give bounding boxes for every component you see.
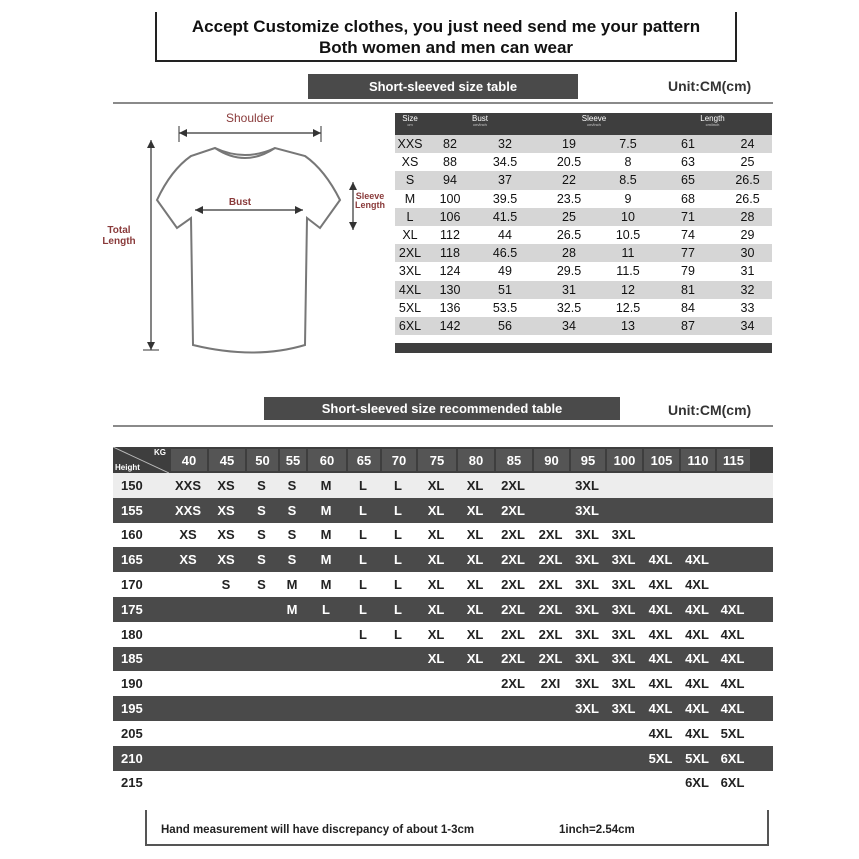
cell-sleeve-inch: 13	[621, 318, 635, 333]
size-cell: XL	[427, 502, 445, 518]
size-cell: L	[359, 626, 367, 642]
table-row	[395, 299, 772, 317]
size-table-title: Short-sleeved size table	[308, 74, 578, 99]
table-row	[395, 317, 772, 335]
size-cell: 3XL	[575, 502, 599, 518]
recommended-table	[113, 447, 773, 795]
cell-length-inch: 26.5	[735, 173, 760, 188]
size-cell: XL	[466, 577, 484, 593]
cell-sleeve-cm: 34	[562, 318, 576, 333]
table-row	[395, 135, 772, 153]
size-cell: M	[320, 577, 332, 593]
cell-length-cm: 68	[681, 191, 695, 206]
cell-bust-inch: 37	[498, 173, 512, 188]
table-row	[395, 171, 772, 189]
size-cell: 4XL	[648, 601, 673, 617]
size-cell: XS	[217, 552, 235, 568]
size-cell: XL	[466, 552, 484, 568]
size-cell: 3XL	[611, 601, 636, 617]
cell-bust-cm: 130	[439, 282, 461, 297]
cell-length-cm: 77	[681, 246, 695, 261]
cell-length-cm: 81	[681, 282, 695, 297]
table-row	[395, 226, 772, 244]
cell-length-inch: 28	[740, 209, 755, 224]
cell-sleeve-inch: 8	[624, 155, 632, 170]
recommended-table-unit: Unit:CM(cm)	[668, 402, 752, 418]
size-cell: 6XL	[720, 750, 745, 766]
size-cell: 4XL	[720, 626, 745, 642]
cell-sleeve-cm: 32.5	[556, 300, 582, 315]
cell-length-inch: 30	[740, 246, 755, 261]
cell-length-inch: 25	[740, 155, 755, 170]
size-cell: S	[287, 527, 297, 543]
size-cell: XS	[217, 502, 235, 518]
cell-size: 5XL	[398, 300, 422, 315]
size-cell: 3XL	[575, 477, 599, 493]
cell-bust-cm: 142	[439, 318, 461, 333]
weight-header: 40	[169, 449, 207, 471]
cell-sleeve-inch: 12	[621, 282, 635, 297]
size-cell: 6XL	[720, 775, 745, 791]
size-cell: XL	[427, 601, 445, 617]
size-cell: 2XL	[501, 626, 525, 642]
height-cell: 215	[121, 775, 143, 791]
height-cell: 175	[121, 601, 143, 617]
size-table-body	[395, 135, 772, 335]
size-cell: XL	[466, 651, 484, 667]
size-cell: M	[320, 502, 332, 518]
size-cell: S	[287, 477, 297, 493]
table-row	[395, 262, 772, 280]
cell-length-inch: 32	[740, 282, 755, 297]
size-cell: XL	[427, 577, 445, 593]
length-header: Length cm/inch	[700, 114, 725, 127]
weight-header: 50	[245, 449, 278, 471]
size-cell: 3XL	[611, 651, 636, 667]
cell-size: 3XL	[398, 264, 422, 279]
shoulder-label: Shoulder	[225, 111, 275, 125]
size-cell: S	[287, 502, 297, 518]
cell-bust-cm: 94	[443, 173, 457, 188]
size-cell: 3XL	[575, 552, 599, 568]
table-row	[113, 746, 773, 771]
table-row	[113, 547, 773, 572]
size-cell: 2XL	[501, 601, 525, 617]
size-cell: 4XL	[685, 577, 709, 593]
cell-length-cm: 63	[681, 155, 695, 170]
size-cell: 3XL	[575, 701, 599, 717]
weight-header: 55	[278, 449, 306, 471]
cell-sleeve-inch: 10	[621, 209, 635, 224]
recommended-table-body	[113, 473, 773, 795]
cell-length-inch: 29	[740, 228, 755, 243]
cell-length-inch: 31	[740, 264, 755, 279]
cell-size: M	[404, 191, 416, 206]
size-cell: S	[257, 552, 266, 568]
size-cell: M	[320, 477, 332, 493]
recommended-table-header	[113, 447, 773, 473]
size-cell: 3XL	[611, 626, 636, 642]
size-cell: XXS	[174, 477, 201, 493]
size-cell: L	[359, 577, 367, 593]
size-table-footer-bar	[395, 343, 772, 353]
weight-header: 100	[605, 449, 642, 471]
weight-header: 60	[306, 449, 346, 471]
size-cell: XS	[179, 552, 197, 568]
cell-bust-inch: 32	[498, 137, 512, 152]
table-row	[113, 622, 773, 647]
table-row	[395, 153, 772, 171]
size-cell: XL	[427, 626, 445, 642]
table-row	[113, 473, 773, 498]
height-cell: 160	[121, 527, 143, 543]
size-cell: 3XL	[611, 552, 636, 568]
size-cell: L	[394, 601, 402, 617]
size-cell: S	[257, 502, 266, 518]
size-cell: 2XL	[501, 477, 525, 493]
size-cell: S	[221, 577, 231, 593]
cell-bust-inch: 51	[498, 282, 512, 297]
size-cell: M	[286, 577, 298, 593]
sleeve-header: Sleeve cm/inch	[581, 114, 607, 127]
weight-header: 85	[494, 449, 532, 471]
cell-sleeve-cm: 22	[562, 173, 576, 188]
weight-header: 105	[642, 449, 679, 471]
size-cell: XL	[466, 502, 484, 518]
cell-size: XXS	[397, 137, 423, 152]
size-cell: L	[359, 601, 367, 617]
height-cell: 185	[121, 651, 143, 667]
cell-length-cm: 84	[681, 300, 695, 315]
height-cell: 190	[121, 676, 143, 692]
size-cell: 3XL	[611, 577, 636, 593]
size-table	[395, 113, 772, 353]
cell-length-cm: 65	[681, 173, 695, 188]
size-cell: 4XL	[685, 725, 709, 741]
cell-sleeve-inch: 9	[624, 191, 632, 206]
weight-header: 75	[416, 449, 456, 471]
table-row	[113, 523, 773, 548]
cell-bust-inch: 53.5	[492, 300, 518, 315]
cell-sleeve-inch: 7.5	[619, 137, 637, 152]
size-cell: 5XL	[685, 750, 709, 766]
cell-length-cm: 79	[681, 264, 695, 279]
cell-sleeve-inch: 12.5	[615, 300, 641, 315]
cell-bust-cm: 112	[440, 228, 460, 243]
size-cell: L	[359, 552, 367, 568]
table-row	[395, 208, 772, 226]
table-row	[395, 281, 772, 299]
size-cell: S	[257, 577, 266, 593]
size-cell: 2XL	[538, 651, 563, 667]
size-cell: 2XL	[501, 552, 525, 568]
size-cell: 3XL	[575, 527, 599, 543]
recommended-table-title: Short-sleeved size recommended table	[264, 397, 620, 420]
weight-header: 45	[207, 449, 245, 471]
size-cell: L	[394, 502, 402, 518]
size-cell: 2XL	[501, 527, 525, 543]
size-table-unit: Unit:CM(cm)	[668, 78, 752, 94]
cell-bust-cm: 124	[439, 264, 461, 279]
header-line-2: Both women and men can wear	[318, 38, 574, 57]
size-cell: 4XL	[685, 601, 709, 617]
size-cell: 2XL	[538, 527, 563, 543]
cell-sleeve-cm: 23.5	[556, 191, 582, 206]
size-cell: 4XL	[648, 651, 673, 667]
height-cell: 205	[121, 725, 143, 741]
size-cell: S	[257, 527, 266, 543]
bust-header: Bust cm/inch	[471, 114, 488, 127]
cell-size: XS	[401, 155, 419, 170]
size-cell: L	[394, 527, 402, 543]
weight-header: 110	[679, 449, 715, 471]
cell-length-inch: 33	[740, 300, 755, 315]
header-box	[155, 12, 737, 62]
size-cell: 6XL	[685, 775, 709, 791]
size-cell: 4XL	[720, 601, 745, 617]
kg-label: KG	[154, 448, 166, 457]
cell-sleeve-inch: 8.5	[619, 173, 637, 188]
size-cell: XL	[466, 626, 484, 642]
weight-header: 90	[532, 449, 569, 471]
size-cell: XS	[217, 527, 235, 543]
height-cell: 150	[121, 477, 143, 493]
table-row	[113, 771, 773, 796]
size-cell: 4XL	[685, 701, 709, 717]
cell-length-inch: 24	[740, 137, 755, 152]
cell-bust-inch: 49	[498, 264, 512, 279]
cell-length-cm: 71	[681, 209, 695, 224]
table-row	[395, 244, 772, 262]
size-cell: XS	[217, 477, 235, 493]
size-cell: 4XL	[648, 626, 673, 642]
tshirt-diagram	[95, 110, 395, 370]
cell-bust-inch: 34.5	[492, 155, 518, 170]
size-cell: L	[394, 552, 402, 568]
cell-sleeve-inch: 11	[621, 246, 635, 261]
cell-sleeve-inch: 11.5	[616, 264, 640, 279]
size-cell: L	[322, 601, 330, 617]
size-cell: 2XL	[501, 577, 525, 593]
cell-bust-cm: 106	[439, 209, 461, 224]
size-cell: 2XL	[501, 502, 525, 518]
size-cell: 5XL	[720, 725, 745, 741]
cell-sleeve-cm: 31	[562, 282, 576, 297]
size-cell: 4XL	[685, 651, 709, 667]
table-row	[113, 721, 773, 746]
size-cell: XL	[466, 527, 484, 543]
cell-length-cm: 87	[681, 318, 695, 333]
cell-bust-cm: 82	[443, 137, 457, 152]
size-cell: XL	[427, 651, 445, 667]
size-cell: 2XL	[538, 626, 563, 642]
size-cell: 3XL	[611, 676, 636, 692]
size-cell: 2XI	[540, 676, 561, 692]
size-cell: 4XL	[648, 725, 673, 741]
size-cell: M	[320, 527, 332, 543]
size-cell: 4XL	[720, 676, 745, 692]
size-cell: 4XL	[648, 676, 673, 692]
cell-bust-inch: 41.5	[492, 209, 518, 224]
weight-header: 80	[456, 449, 494, 471]
cell-bust-cm: 100	[439, 191, 461, 206]
size-cell: 3XL	[575, 577, 599, 593]
table-row	[395, 190, 772, 208]
size-cell: XL	[466, 477, 484, 493]
cell-bust-inch: 46.5	[492, 246, 518, 261]
size-cell: 2XL	[501, 676, 525, 692]
size-cell: 3XL	[575, 676, 599, 692]
size-cell: 4XL	[648, 701, 673, 717]
cell-sleeve-cm: 28	[562, 246, 576, 261]
cell-size: 2XL	[398, 246, 422, 261]
cell-size: S	[405, 173, 415, 188]
table-row	[113, 572, 773, 597]
corner-cell	[113, 447, 169, 473]
height-cell: 210	[121, 750, 143, 766]
size-cell: S	[287, 552, 297, 568]
weight-header: 65	[346, 449, 380, 471]
table-row	[113, 671, 773, 696]
cell-bust-inch: 39.5	[492, 191, 518, 206]
size-cell: L	[359, 477, 367, 493]
cell-size: L	[406, 209, 414, 224]
size-cell: 3XL	[575, 626, 599, 642]
size-cell: 4XL	[685, 552, 709, 568]
cell-bust-inch: 56	[498, 318, 512, 333]
size-cell: 2XL	[538, 601, 563, 617]
weight-header: 95	[569, 449, 605, 471]
cell-sleeve-cm: 19	[562, 137, 576, 152]
height-cell: 180	[121, 626, 143, 642]
size-cell: 3XL	[611, 527, 636, 543]
size-cell: L	[394, 626, 402, 642]
size-cell: S	[257, 477, 266, 493]
sleeve-length-label: Sleeve Length	[355, 191, 385, 211]
cell-sleeve-cm: 26.5	[556, 228, 582, 243]
size-cell: 4XL	[720, 701, 745, 717]
size-cell: XS	[179, 527, 197, 543]
size-cell: 3XL	[575, 601, 599, 617]
size-table-header	[395, 113, 772, 135]
cell-size: 4XL	[398, 282, 422, 297]
cell-length-cm: 74	[681, 228, 695, 243]
height-cell: 165	[121, 552, 143, 568]
cell-sleeve-cm: 20.5	[556, 155, 582, 170]
header-line-1: Accept Customize clothes, you just need send me your pattern	[191, 17, 701, 36]
size-cell: XL	[466, 601, 484, 617]
size-cell: L	[394, 577, 402, 593]
height-cell: 170	[121, 577, 143, 593]
footer-box	[145, 810, 769, 846]
cell-length-inch: 34	[740, 318, 755, 333]
size-cell: XL	[427, 527, 445, 543]
size-cell: L	[359, 502, 367, 518]
size-cell: XXS	[174, 502, 201, 518]
size-cell: XL	[427, 477, 445, 493]
inch-conversion: 1inch=2.54cm	[559, 824, 635, 836]
cell-bust-inch: 44	[498, 228, 512, 243]
cell-bust-cm: 136	[439, 300, 461, 315]
cell-bust-cm: 88	[443, 155, 457, 170]
size-cell: 2XL	[538, 577, 563, 593]
cell-sleeve-cm: 29.5	[556, 264, 582, 279]
total-length-label: Total Length	[102, 225, 136, 247]
weight-header: 70	[380, 449, 416, 471]
cell-size: 6XL	[398, 318, 422, 333]
size-cell: L	[394, 477, 402, 493]
size-cell: M	[286, 601, 298, 617]
height-cell: 195	[121, 701, 143, 717]
size-header: Size cm	[402, 114, 418, 127]
size-cell: XL	[427, 552, 445, 568]
cell-length-cm: 61	[681, 137, 695, 152]
size-cell: M	[320, 552, 332, 568]
size-cell: 4XL	[648, 552, 673, 568]
size-cell: L	[359, 527, 367, 543]
table-row	[113, 696, 773, 721]
size-cell: 4XL	[685, 676, 709, 692]
size-cell: 3XL	[575, 651, 599, 667]
size-cell: 3XL	[611, 701, 636, 717]
bust-label: Bust	[228, 197, 252, 208]
cell-sleeve-inch: 10.5	[615, 228, 641, 243]
size-cell: 4XL	[720, 651, 745, 667]
cell-bust-cm: 118	[440, 246, 460, 261]
cell-sleeve-cm: 25	[562, 209, 576, 224]
table-row	[113, 597, 773, 622]
size-cell: 2XL	[501, 651, 525, 667]
height-label: Height	[115, 463, 140, 472]
divider	[113, 425, 773, 427]
measurement-note: Hand measurement will have discrepancy of about 1-3cm	[161, 824, 475, 836]
size-cell: 2XL	[538, 552, 563, 568]
divider	[113, 102, 773, 104]
table-row	[113, 498, 773, 523]
table-row	[113, 647, 773, 672]
size-cell: 4XL	[685, 626, 709, 642]
height-cell: 155	[121, 502, 143, 518]
weight-header: 115	[715, 449, 750, 471]
size-cell: 4XL	[648, 577, 673, 593]
size-cell: 5XL	[648, 750, 673, 766]
cell-length-inch: 26.5	[735, 191, 760, 206]
cell-size: XL	[402, 228, 418, 243]
